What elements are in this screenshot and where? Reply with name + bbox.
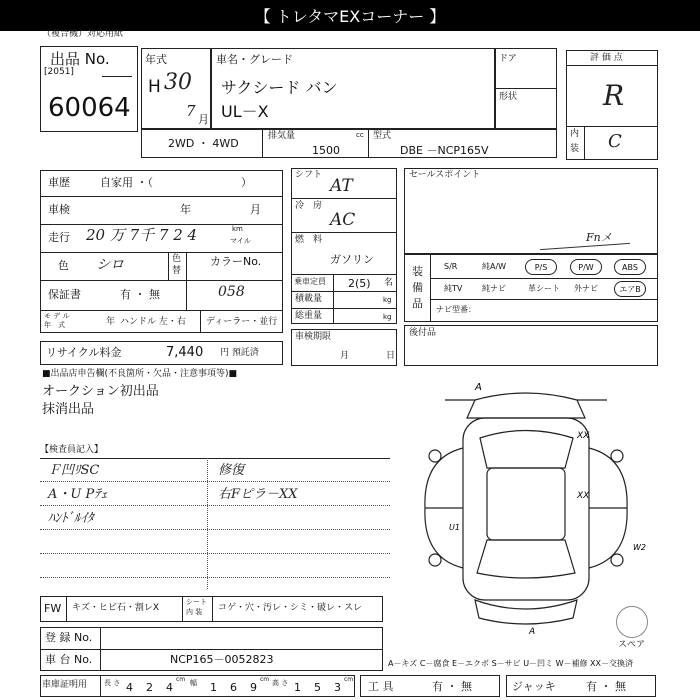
model-year-label-2: 年 式 [44,321,65,329]
capacity-value: 2(5) [348,277,371,290]
lot-label: 出品 No. [50,50,110,68]
inspector-note-right-2: 右Fピラ－XX [218,487,298,502]
name-label: 車名・グレード [216,53,293,66]
displacement-unit: cc [356,131,364,139]
later-items-box [404,325,658,366]
year-label: 年式 [145,53,167,66]
height-unit: cm [344,676,354,683]
mile-unit: マイル [230,237,251,245]
recycle-unit: 円 預託済 [220,348,259,358]
recycle-value: 7,440 [166,345,204,360]
door-label: ドア [499,54,517,64]
interior-value: C [608,131,622,152]
score-label: 評 価 点 [590,53,623,63]
lot-sub-box: [2051] [44,67,74,77]
roof-outline [487,468,565,540]
equip-power-window: P/W [570,259,602,275]
month-label: 月 [198,113,209,126]
shift-label: シフト [295,170,323,180]
page-header [0,0,700,31]
later-items-label: 後付品 [409,328,437,338]
fuel-label: 燃 料 [295,235,323,245]
warranty-label: 保証書 [48,288,81,301]
right-front-wheel [611,554,623,566]
mark-xx-rear: XX [577,431,590,441]
equip-airbag: エアB [614,281,646,297]
color-label: 色 [58,259,69,272]
shift-value: AT [330,176,353,196]
equip-label-1: 装 [412,265,423,278]
jack-value: 有 ・ 無 [586,680,626,693]
notice-line-1: オークション初出品 [42,384,159,399]
height-digit-3: 3 [334,681,341,694]
drive-type: 2WD ・ 4WD [168,137,239,150]
windshield-outline [477,540,575,578]
equip-power-steering: P/S [525,259,557,275]
seat-label-1: シート [186,598,207,606]
height-digit-1: 1 [294,681,301,694]
front-bumper-outline [475,600,577,624]
mark-u1: U1 [449,523,460,532]
gross-weight-unit: kg [383,313,392,321]
notice-line-2: 抹消出品 [42,402,95,417]
garage-cert-table [40,675,355,697]
inspector-note-left-1: Ｆ凹ﾘSC [48,463,100,478]
warranty-value: 有 ・ 無 [120,288,160,301]
capacity-label: 乗車定員 [294,277,326,286]
width-unit: cm [260,676,270,683]
repaint-label-1: 色 [172,254,182,264]
height-label: 高 さ [272,679,289,687]
height-digit-2: 5 [314,681,321,694]
ac-label: 冷 房 [295,201,323,211]
lot-number: 60064 [48,93,131,123]
capacity-unit: 名 [384,278,394,288]
width-label: 幅 [190,679,197,687]
jack-label: ジャッキ [512,680,556,693]
mileage-label: 走行 [48,231,70,244]
model-label: 型式 [373,131,392,141]
sales-point-note: Fnメ [586,231,612,244]
color-no-value: 058 [218,284,245,300]
equip-label-2: 備 [412,281,423,294]
length-digit-3: 4 [166,681,173,694]
equip-sunroof: S/R [444,262,458,271]
seat-value: コゲ・穴・汚レ・シミ・破レ・スレ [218,603,363,613]
km-unit: km [232,225,243,233]
width-digit-1: 1 [210,681,217,694]
rear-window-outline [480,431,573,469]
left-rear-wheel [429,450,441,462]
chassis-label: 車 台 No. [45,653,93,666]
damage-diagram [405,378,660,640]
inspection-year: 年 [180,203,191,216]
chassis-value: NCP165－0052823 [170,653,274,666]
month-value: 7 [186,102,196,120]
load-unit: kg [383,296,392,304]
mark-a-top: A [475,382,482,393]
spare-tire-icon [616,606,648,638]
equip-tv: 純TV [444,284,463,293]
equip-alloy-wheel: 純A/W [482,262,507,271]
fw-value: キズ・ヒビ石・割レX [72,603,159,613]
repaint-label-2: 替 [172,266,182,276]
history-label: 車歴 [48,176,70,189]
interior-label-1: 内 [570,129,580,139]
copy-note: （複合機）対応用紙 [42,29,124,39]
length-digit-2: 2 [146,681,153,694]
displacement-value: 1500 [312,144,340,157]
inspector-note-right-1: 修復 [218,463,245,478]
navi-model-label: ナビ型番： [436,305,476,314]
tools-label: 工 具 [368,680,394,693]
width-digit-2: 6 [230,681,237,694]
width-digit-3: 9 [250,681,257,694]
mark-w2: W2 [633,543,646,552]
inspector-note-left-3: ﾊﾝﾄﾞﾙｲﾀ [48,511,94,526]
length-digit-1: 4 [126,681,133,694]
sales-point-label: セールスポイント [409,170,481,180]
score-value: R [603,79,625,112]
sales-point-box [404,168,658,254]
year-value: 30 [164,70,192,95]
shape-label: 形状 [499,92,518,102]
header-title: 【 トレタマEXコーナー 】 [254,7,446,26]
garage-cert-label: 車庫証明用 [42,680,88,690]
car-grade: UL－X [221,102,269,121]
color-no-label: カラーNo. [210,255,262,268]
mileage-value: 20 万 7千 7 2 4 [86,226,198,244]
year-era: H [148,77,161,97]
left-front-wheel [429,554,441,566]
fuel-value: ガソリン [330,253,374,266]
expiry-day: 日 [386,351,396,361]
tools-value: 有 ・ 無 [432,680,472,693]
notice-heading: ■出品店申告欄(不良箇所・欠品・注意事項等)■ [42,369,238,379]
damage-legend: A－キズ C－腐食 E－エクボ S－サビ U－凹ミ W－補修 XX－交換済 [388,659,634,668]
registration-label: 登 録 No. [45,631,93,644]
inspection-label: 車検 [48,203,70,216]
handle-side: ハンドル 左・右 [120,317,186,327]
expiry-label: 車検期限 [295,332,332,342]
color-value: シロ [96,257,124,273]
fw-label: FW [44,602,62,615]
spare-label: スペア [618,640,646,650]
ac-value: AC [330,210,356,230]
length-unit: cm [176,676,186,683]
model-year-unit: 年 [106,317,116,327]
seat-label-2: 内 装 [186,608,203,616]
mark-a-bottom: A [529,627,536,637]
expiry-month: 月 [340,351,350,361]
equip-aftermarket-navi: 外ナビ [574,284,598,293]
equip-navi: 純ナビ [482,284,506,293]
equip-abs: ABS [614,259,646,275]
model-year-label-1: モ デ ル [44,312,70,320]
inspector-label: 【検査員記入】 [40,445,104,455]
equip-leather-seat: 革シート [528,284,560,293]
length-label: 長 さ [104,679,121,687]
load-label: 積載量 [295,294,323,304]
mark-xx-right: XX [577,491,590,501]
right-rear-wheel [611,450,623,462]
dealer-type: ディーラー・並行 [206,317,278,327]
car-name: サクシード バン [221,78,338,97]
gross-weight-label: 総重量 [295,311,323,321]
inspector-note-left-2: A・U Pﾃｪ [48,487,108,502]
interior-label-2: 装 [570,144,580,154]
history-value: 自家用 ・（ ） [100,176,252,189]
model-value: DBE －NCP165V [400,144,489,157]
equip-label-3: 品 [412,297,423,310]
rear-bumper-outline [467,393,585,418]
recycle-label: リサイクル料金 [46,346,122,359]
inspection-month: 月 [250,203,261,216]
displacement-label: 排気量 [268,131,296,141]
